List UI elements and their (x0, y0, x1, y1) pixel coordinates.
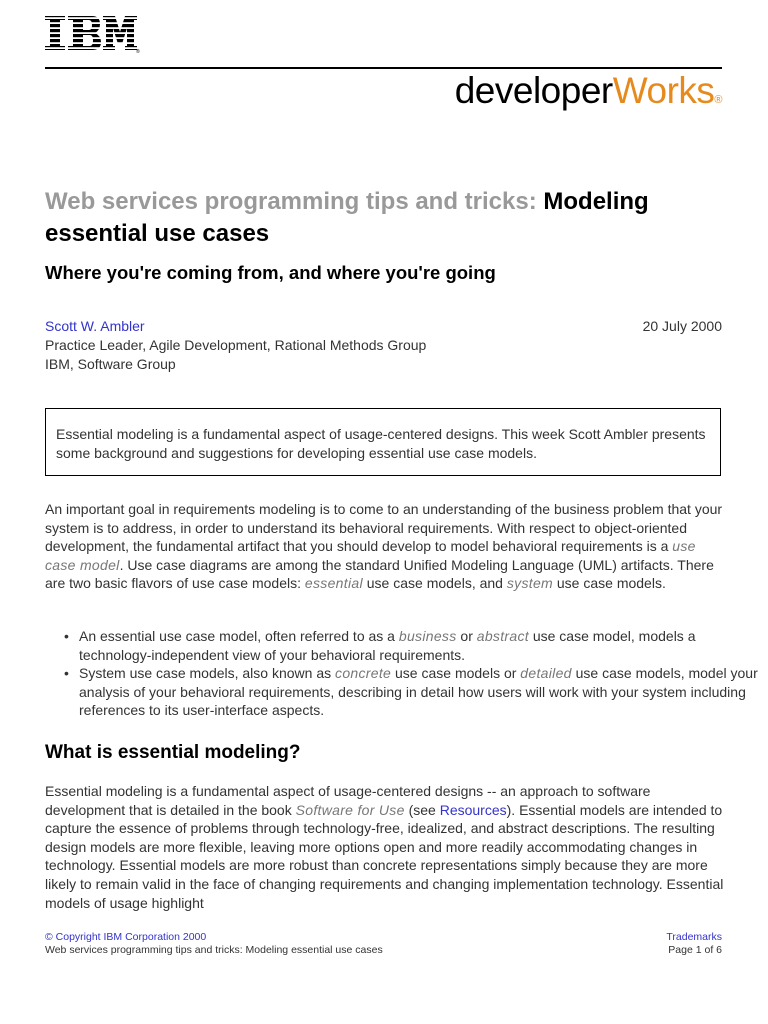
brand-mark: ® (714, 94, 722, 106)
series-title: Web services programming tips and tricks: (45, 188, 537, 215)
emphasis: use case model (45, 538, 696, 573)
text-run: or (456, 628, 477, 644)
footer-right (666, 931, 722, 957)
copyright-notice: © Copyright IBM Corporation 2000 (45, 931, 207, 943)
text-run: ). Essential models are intended to capture the essence of problems through technology-free, idealized, and abstract descriptions. The resulting design models are more flexible, leaving more options open and more readily accommodating changes in technology. Essential models are more robust than concrete representations simply because they are more likely to remain valid in the face of changing requirements and changing implementation technology. Essential models of usage highlight (45, 801, 724, 911)
page-number: Page 1 of 6 (668, 944, 722, 956)
resources-link[interactable]: Resources (439, 801, 507, 818)
publish-date: 20 July 2000 (642, 318, 722, 334)
list-item (79, 627, 759, 664)
abstract-box: Essential modeling is a fundamental aspect of usage-centered designs. This week Scott Ambler presents some background and suggestions for developing essential use case models. (45, 408, 721, 476)
trademarks-link[interactable]: Trademarks (666, 931, 722, 943)
text-run: System use case models, also known as (79, 665, 336, 682)
text-run: (see (404, 801, 440, 818)
text-run: use case models or (391, 665, 521, 682)
article-subtitle: Where you're coming from, and where you're going (45, 262, 496, 283)
essential-modeling-paragraph (45, 782, 725, 912)
intro-paragraph (45, 500, 725, 593)
text-run: use case models, model your analysis of your behavioral requirements, describing in detail how users will work with your system including references to its user-interface aspects. (79, 665, 758, 719)
emphasis: detailed (520, 665, 572, 682)
emphasis: abstract (476, 628, 529, 644)
brand-prefix: developer (454, 70, 613, 111)
text-run: use case models. (553, 575, 666, 592)
section-heading: What is essential modeling? (45, 742, 301, 763)
developerworks-logo (455, 70, 722, 112)
book-title: Software for Use (295, 801, 405, 818)
author-org: IBM, Software Group (45, 356, 176, 372)
text-run: . Use case diagrams are among the standard Unified Modeling Language (UML) artifacts. There are two basic flavors of use case models: (45, 556, 714, 592)
svg-text:®: ® (136, 49, 140, 54)
emphasis: essential (304, 575, 363, 592)
main-title: Modeling essential use cases (45, 188, 649, 247)
footer-doc-title: Web services programming tips and tricks: Modeling essential use cases (45, 944, 383, 956)
emphasis: concrete (335, 665, 392, 682)
list-item (79, 664, 759, 720)
text-run: Essential modeling is a fundamental aspect of usage-centered designs -- an approach to software development that is detailed in the book (45, 783, 651, 818)
ibm-logo (45, 14, 140, 54)
author-role: Practice Leader, Agile Development, Rational Methods Group (45, 337, 427, 353)
header-rule (45, 67, 722, 69)
text-run: An important goal in requirements modeling is to come to an understanding of the business problem that your system is to address, in order to understand its behavioral requirements. With respect to object-oriented development, the fundamental artifact that you should develop to model behavioral requirements is a (45, 501, 723, 555)
emphasis: business (398, 628, 457, 644)
use-case-list (45, 627, 759, 720)
footer-left (45, 931, 385, 957)
text-run: An essential use case model, often referred to as a (79, 628, 399, 644)
author-block (45, 317, 445, 374)
article-title (45, 186, 725, 250)
text-run: use case model, models a technology-independent view of your behavioral requirements. (79, 628, 696, 663)
author-link[interactable]: Scott W. Ambler (45, 318, 145, 334)
text-run: use case models, and (362, 575, 507, 592)
brand-suffix: Works (612, 70, 715, 111)
emphasis: system (506, 575, 553, 592)
